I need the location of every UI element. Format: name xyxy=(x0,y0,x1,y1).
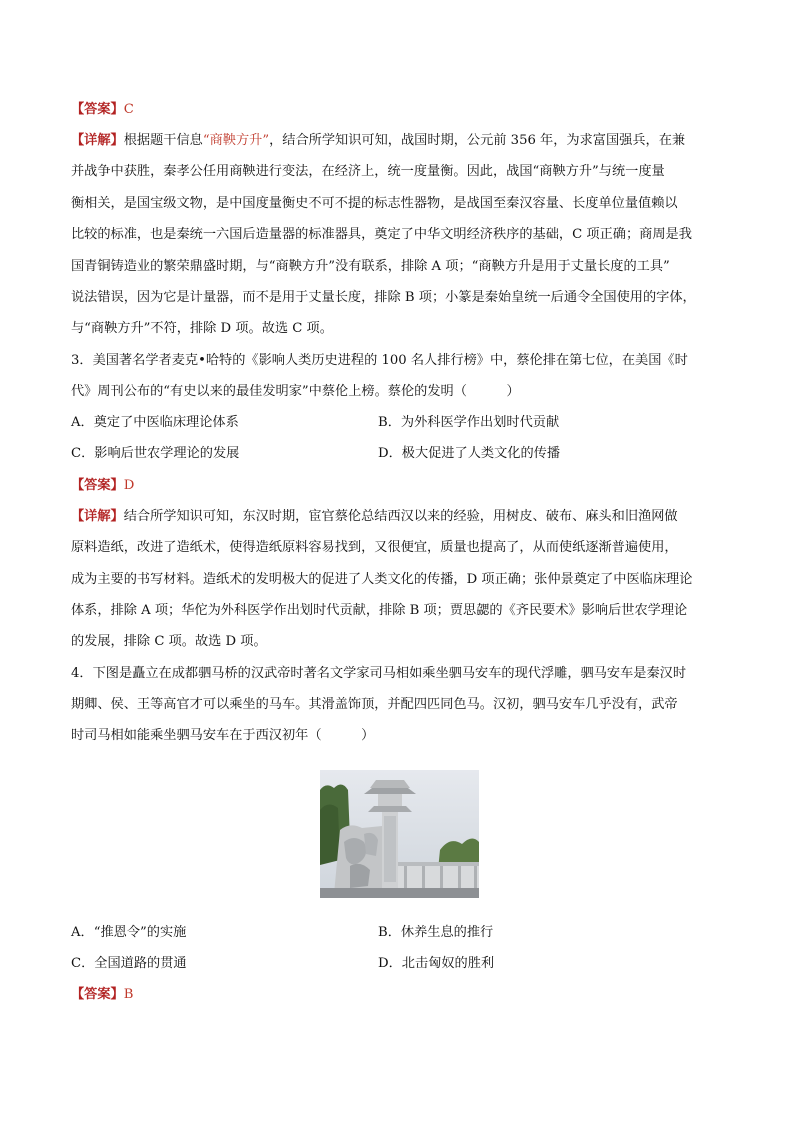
detail-tag: 【详解】 xyxy=(71,509,124,524)
answer-value: B xyxy=(123,987,134,1002)
question-4-text: 4．下图是矗立在成都驷马桥的汉武帝时著名文学家司马相如乘坐驷马安车的现代浮雕，驷马安车是秦汉时 xyxy=(71,666,687,681)
answer-value: C xyxy=(123,102,134,117)
answer-value: D xyxy=(123,478,135,493)
option-c: C．全国道路的贯通 xyxy=(71,956,187,971)
answer-line-q4 xyxy=(71,986,133,1004)
detail-line-q2: 比较的标准，也是秦统一六国后造量器的标准器具，奠定了中华文明经济秩序的基础，C 项正确；商周是我 xyxy=(71,227,692,242)
question-4-text: 时司马相如能乘坐驷马安车在于西汉初年（ ） xyxy=(71,728,375,743)
detail-line-q2-1 xyxy=(71,132,685,150)
option-b: B．为外科医学作出划时代贡献 xyxy=(378,415,560,430)
option-d: D．极大促进了人类文化的传播 xyxy=(378,446,561,461)
answer-line-q3 xyxy=(71,477,134,495)
answer-tag: 【答案】 xyxy=(71,102,124,117)
relief-photo xyxy=(320,770,479,898)
detail-line-q2: 国青铜铸造业的繁荣鼎盛时期，与“商鞅方升”没有联系，排除 A 项；“商鞅方升是用于丈量长度的工具” xyxy=(71,259,670,274)
detail-quote: “商鞅方升” xyxy=(202,133,270,148)
question-3-text: 3．美国著名学者麦克•哈特的《影响人类历史进程的 100 名人排行榜》中，蔡伦排在第七位，在美国《时 xyxy=(71,353,688,368)
relief-photo-image xyxy=(320,770,479,898)
question-3-text: 代》周刊公布的“有史以来的最佳发明家”中蔡伦上榜。蔡伦的发明（ ） xyxy=(71,384,520,399)
detail-line-q3-1 xyxy=(71,508,678,526)
detail-line-q2: 衡相关，是国宝级文物，是中国度量衡史不可不提的标志性器物，是战国至秦汉容量、长度单位量值赖以 xyxy=(71,196,678,211)
detail-line-q2: 说法错误，因为它是计量器，而不是用于丈量长度，排除 B 项；小篆是秦始皇统一后通令全国使用的字体， xyxy=(71,290,696,305)
detail-text: 根据题干信息 xyxy=(123,133,203,148)
detail-line-q3: 原料造纸，改进了造纸术，使得造纸原料容易找到，又很便宜，质量也提高了，从而使纸逐渐普遍使用， xyxy=(71,540,678,555)
detail-text: ，结合所学知识可知，战国时期，公元前 356 年，为求富国强兵，在兼 xyxy=(269,133,686,148)
option-c: C．影响后世农学理论的发展 xyxy=(71,446,240,461)
detail-line-q2: 并战争中获胜，秦孝公任用商鞅进行变法，在经济上，统一度量衡。因此，战国“商鞅方升”与统一度量 xyxy=(71,164,665,179)
detail-tag: 【详解】 xyxy=(71,133,124,148)
answer-tag: 【答案】 xyxy=(71,987,124,1002)
option-d: D．北击匈奴的胜利 xyxy=(378,956,495,971)
detail-line-q3: 体系，排除 A 项；华佗为外科医学作出划时代贡献，排除 B 项；贾思勰的《齐民要术》影响后世农学理论 xyxy=(71,603,688,618)
option-b: B．休养生息的推行 xyxy=(378,925,494,940)
answer-tag: 【答案】 xyxy=(71,478,124,493)
detail-text: 结合所学知识可知，东汉时期，宦官蔡伦总结西汉以来的经验，用树皮、破布、麻头和旧渔网做 xyxy=(123,509,678,524)
detail-line-q3: 的发展，排除 C 项。故选 D 项。 xyxy=(71,634,267,649)
question-4-text: 期卿、侯、王等高官才可以乘坐的马车。其滑盖饰顶，并配四匹同色马。汉初，驷马安车几乎没有，武帝 xyxy=(71,697,678,712)
answer-line-q2 xyxy=(71,101,134,119)
option-a: A．奠定了中医临床理论体系 xyxy=(71,415,239,430)
detail-line-q2: 与“商鞅方升”不符，排除 D 项。故选 C 项。 xyxy=(71,321,333,336)
detail-line-q3: 成为主要的书写材料。造纸术的发明极大的促进了人类文化的传播，D 项正确；张仲景奠定了中医临床理论 xyxy=(71,572,693,587)
option-a: A．“推恩令”的实施 xyxy=(71,925,187,940)
